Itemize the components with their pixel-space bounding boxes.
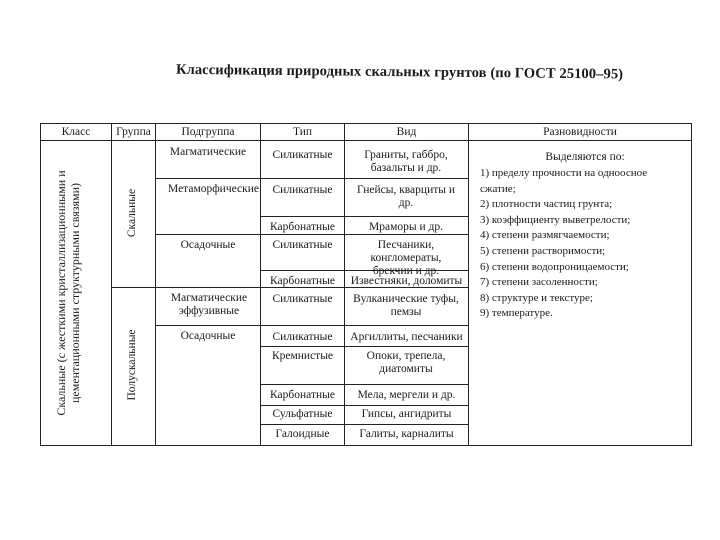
- row-divider-d: [260, 384, 468, 385]
- subgroup-divider-1: [155, 178, 468, 179]
- vid-cell: Гипсы, ангидриты: [361, 408, 452, 420]
- varieties-intro: Выделяются по:: [545, 151, 625, 163]
- col-divider-2: [155, 123, 156, 446]
- variety-item: 3) коэффициенту выветрелости;: [480, 213, 631, 226]
- col-divider-5: [468, 123, 469, 446]
- tip-cell: Силикатные: [272, 331, 333, 343]
- variety-item: сжатие;: [480, 182, 516, 195]
- table-border-bottom: [40, 445, 692, 446]
- tip-cell: Силикатные: [272, 149, 333, 161]
- tip-cell: Карбонатные: [270, 221, 335, 233]
- tip-cell: Силикатные: [272, 239, 333, 251]
- subgroup-magmatic: Магматические: [169, 146, 247, 158]
- subgroup-divider-3: [155, 325, 468, 326]
- row-divider-e: [260, 405, 468, 406]
- header-raznovidnosti: Разновидности: [543, 126, 617, 138]
- header-tip: Тип: [292, 126, 313, 138]
- varieties-list: [480, 166, 685, 322]
- vid-cell: Мраморы и др.: [369, 221, 443, 233]
- variety-item: 9) температуре.: [480, 307, 553, 320]
- vid-cell: Опоки, трепела, диатомиты: [366, 350, 446, 375]
- vid-cell: Вулканические туфы, пемзы: [353, 293, 459, 318]
- subgroup-magmatic-effusive: Магматические эффузивные: [170, 292, 248, 317]
- group-rocky: Скальные: [126, 188, 138, 238]
- vid-cell: Мела, мергели и др.: [357, 389, 456, 401]
- col-divider-1: [111, 123, 112, 446]
- vid-cell: Галиты, карналиты: [359, 428, 454, 440]
- tip-cell: Силикатные: [272, 184, 333, 196]
- vid-cell: Известняки, доломиты: [350, 275, 463, 287]
- variety-item: 8) структуре и текстуре;: [480, 291, 593, 304]
- variety-item: 5) степени растворимости;: [480, 244, 606, 257]
- tip-cell: Карбонатные: [270, 389, 335, 401]
- row-divider-a: [260, 216, 468, 217]
- document-title: Классификация природных скальных грунтов (по ГОСТ 25100–95): [175, 61, 624, 83]
- table-border-top: [40, 123, 692, 124]
- group-semirocky: Полускальные: [126, 329, 138, 401]
- subgroup-divider-2: [155, 234, 468, 235]
- klass-label: Скальные (с жесткими кристаллизационными и цементационными структурными связями): [54, 170, 82, 416]
- variety-item: 7) степени засоленности;: [480, 276, 598, 289]
- subgroup-sedimentary-1: Осадочные: [180, 239, 236, 251]
- tip-cell: Галоидные: [275, 428, 330, 440]
- table-border-right: [691, 123, 692, 446]
- variety-item: 6) степени водопроницаемости;: [480, 260, 629, 273]
- tip-cell: Кремнистые: [271, 350, 334, 362]
- variety-item: 2) плотности частиц грунта;: [480, 198, 613, 211]
- header-vid: Вид: [396, 126, 417, 138]
- subgroup-metamorphic: Метаморфические: [168, 183, 259, 195]
- header-gruppa: Группа: [116, 126, 151, 138]
- subgroup-sedimentary-2: Осадочные: [180, 330, 236, 342]
- vid-cell: Аргиллиты, песчаники: [350, 331, 463, 343]
- tip-cell: Сульфатные: [272, 408, 333, 420]
- header-separator: [40, 140, 692, 141]
- row-divider-c: [260, 346, 468, 347]
- tip-cell: Карбонатные: [270, 275, 335, 287]
- variety-item: 1) пределу прочности на одноосное: [480, 167, 648, 179]
- header-podgruppa: Подгруппа: [181, 126, 235, 138]
- vid-cell: Граниты, габбро, базальты и др.: [364, 149, 448, 174]
- vid-cell: Гнейсы, кварциты и др.: [356, 184, 455, 209]
- header-klass: Класс: [61, 126, 91, 138]
- vid-cell: Песчаники, конгломераты, брекчии и др.: [370, 239, 442, 277]
- table-border-left: [40, 123, 41, 446]
- tip-cell: Силикатные: [272, 293, 333, 305]
- row-divider-f: [260, 424, 468, 425]
- variety-item: 4) степени размягчаемости;: [480, 229, 610, 242]
